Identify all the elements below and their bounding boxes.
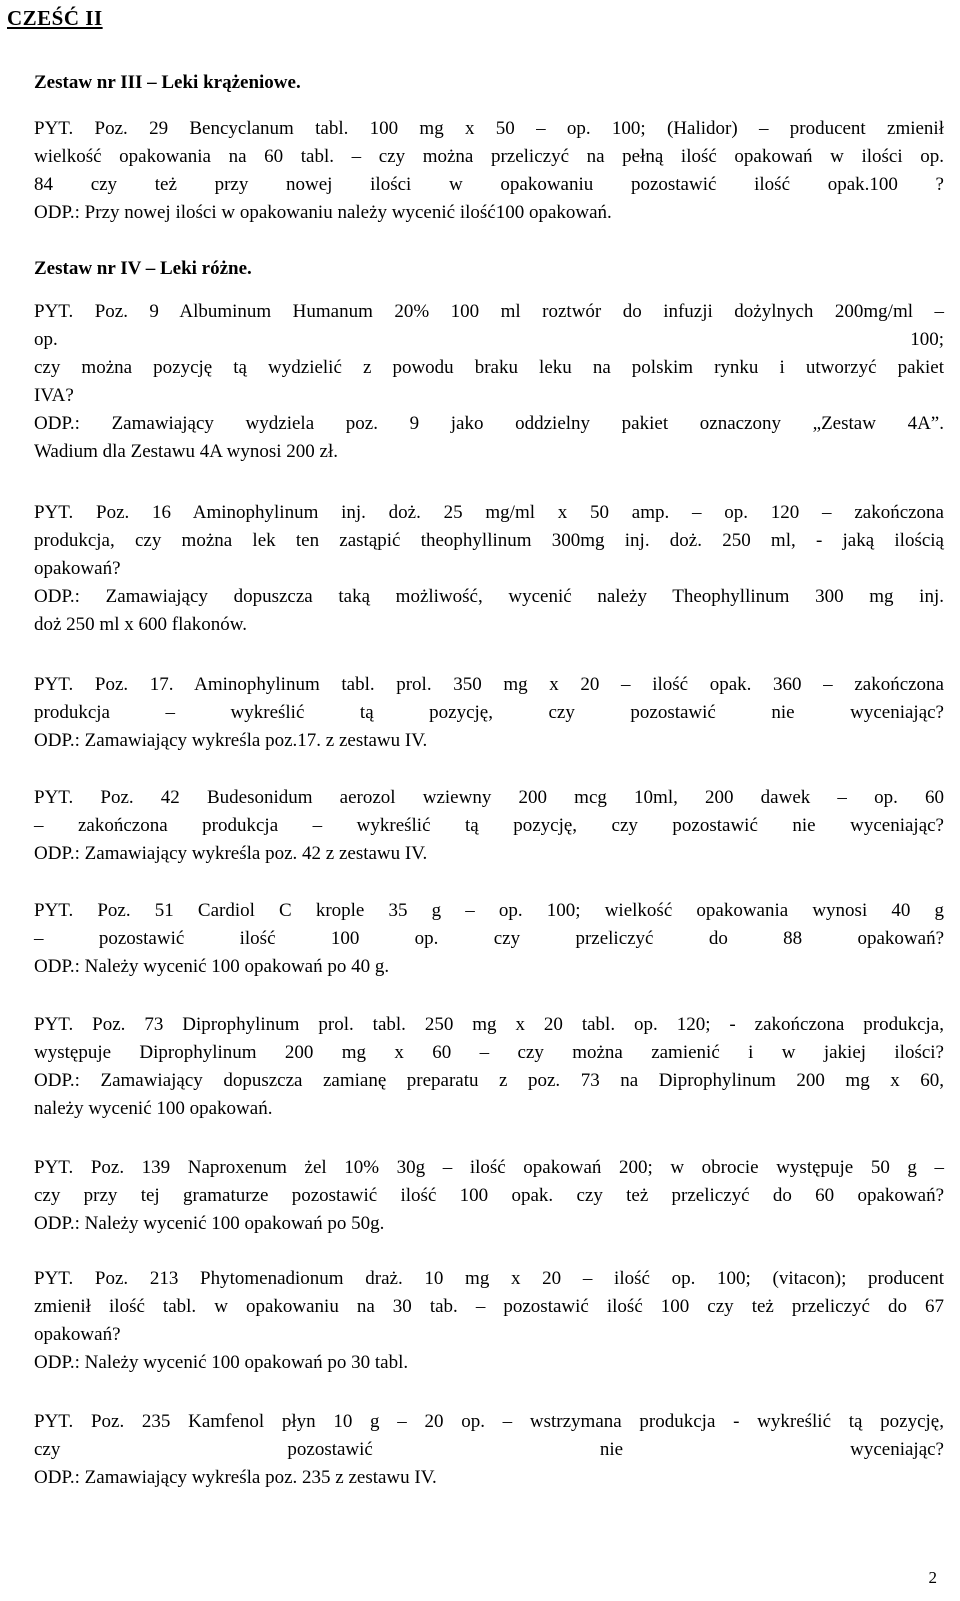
text-line: należy wycenić 100 opakowań. <box>34 1098 273 1119</box>
text-line: – zakończona produkcja – wykreślić tą pozycję, czy pozostawić nie wyceniając? <box>34 815 944 836</box>
text-line: PYT. Poz. 16 Aminophylinum inj. doż. 25 mg/ml x 50 amp. – op. 120 – zakończona <box>34 502 944 523</box>
question-item <box>34 671 944 755</box>
question-item <box>34 784 944 868</box>
text-line: czy można pozycję tą wydzielić z powodu braku leku na polskim rynku i utworzyć pakiet <box>34 357 944 378</box>
text-line: czy pozostawić nie wyceniając? <box>34 1439 944 1460</box>
text-line: PYT. Poz. 213 Phytomenadionum draż. 10 mg x 20 – ilość op. 100; (vitacon); producent <box>34 1268 944 1289</box>
text-line: ODP.: Zamawiający wykreśla poz. 235 z zestawu IV. <box>34 1467 437 1488</box>
question-item <box>34 499 944 639</box>
text-line: ODP.: Przy nowej ilości w opakowaniu należy wycenić ilość100 opakowań. <box>34 202 612 223</box>
text-line: ODP.: Zamawiający wydziela poz. 9 jako oddzielny pakiet oznaczony „Zestaw 4A”. <box>34 413 944 434</box>
text-line: ODP.: Należy wycenić 100 opakowań po 30 tabl. <box>34 1352 409 1373</box>
text-line: doż 250 ml x 600 flakonów. <box>34 614 248 635</box>
part-title: CZEŚĆ II <box>7 6 103 30</box>
text-line: ODP.: Zamawiający dopuszcza taką możliwość, wycenić należy Theophyllinum 300 mg inj. <box>34 586 944 607</box>
text-line: czy przy tej gramaturze pozostawić ilość 100 opak. czy też przeliczyć do 60 opakowań? <box>34 1185 944 1206</box>
text-line: PYT. Poz. 42 Budesonidum aerozol wziewny 200 mcg 10ml, 200 dawek – op. 60 <box>34 787 944 808</box>
text-line: PYT. Poz. 17. Aminophylinum tabl. prol. 350 mg x 20 – ilość opak. 360 – zakończona <box>34 674 944 695</box>
text-line: ODP.: Zamawiający dopuszcza zamianę preparatu z poz. 73 na Diprophylinum 200 mg x 60, <box>34 1070 944 1091</box>
text-line: 84 czy też przy nowej ilości w opakowaniu pozostawić ilość opak.100 ? <box>34 174 944 195</box>
text-line: ODP.: Zamawiający wykreśla poz. 42 z zestawu IV. <box>34 843 428 864</box>
question-item <box>34 1265 944 1377</box>
text-line: – pozostawić ilość 100 op. czy przeliczyć do 88 opakowań? <box>34 928 944 949</box>
text-line: op. 100; <box>34 329 944 350</box>
text-line: IVA? <box>34 385 74 406</box>
text-line: PYT. Poz. 235 Kamfenol płyn 10 g – 20 op. – wstrzymana produkcja - wykreślić tą pozycję, <box>34 1411 944 1432</box>
text-line: zmienił ilość tabl. w opakowaniu na 30 tab. – pozostawić ilość 100 czy też przeliczyć do 67 <box>34 1296 944 1317</box>
question-item <box>34 897 944 981</box>
text-line: ODP.: Należy wycenić 100 opakowań po 40 g. <box>34 956 390 977</box>
set-iv-heading: Zestaw nr IV – Leki różne. <box>34 258 252 279</box>
set-iii-heading: Zestaw nr III – Leki krążeniowe. <box>34 72 301 93</box>
text-line: PYT. Poz. 51 Cardiol C krople 35 g – op. 100; wielkość opakowania wynosi 40 g <box>34 900 944 921</box>
question-item <box>34 1408 944 1492</box>
text-line: PYT. Poz. 9 Albuminum Humanum 20% 100 ml roztwór do infuzji dożylnych 200mg/ml – <box>34 301 944 322</box>
text-line: produkcja – wykreślić tą pozycję, czy pozostawić nie wyceniając? <box>34 702 944 723</box>
text-line: PYT. Poz. 73 Diprophylinum prol. tabl. 250 mg x 20 tabl. op. 120; - zakończona produkcja, <box>34 1014 944 1035</box>
set-iii-question <box>34 115 944 227</box>
question-item <box>34 1011 944 1123</box>
question-item <box>34 1154 944 1238</box>
text-line: PYT. Poz. 29 Bencyclanum tabl. 100 mg x 50 – op. 100; (Halidor) – producent zmienił <box>34 118 944 139</box>
text-line: ODP.: Zamawiający wykreśla poz.17. z zestawu IV. <box>34 730 428 751</box>
text-line: występuje Diprophylinum 200 mg x 60 – czy można zamienić i w jakiej ilości? <box>34 1042 944 1063</box>
text-line: PYT. Poz. 139 Naproxenum żel 10% 30g – ilość opakowań 200; w obrocie występuje 50 g – <box>34 1157 944 1178</box>
text-line: Wadium dla Zestawu 4A wynosi 200 zł. <box>34 441 339 462</box>
text-line: wielkość opakowania na 60 tabl. – czy można przeliczyć na pełną ilość opakowań w ilości op. <box>34 146 944 167</box>
text-line: produkcja, czy można lek ten zastąpić theophyllinum 300mg inj. doż. 250 ml, - jaką ilością <box>34 530 944 551</box>
question-item <box>34 298 944 466</box>
text-line: ODP.: Należy wycenić 100 opakowań po 50g. <box>34 1213 385 1234</box>
text-line: opakowań? <box>34 1324 121 1345</box>
page-number: 2 <box>928 1568 937 1587</box>
text-line: opakowań? <box>34 558 121 579</box>
